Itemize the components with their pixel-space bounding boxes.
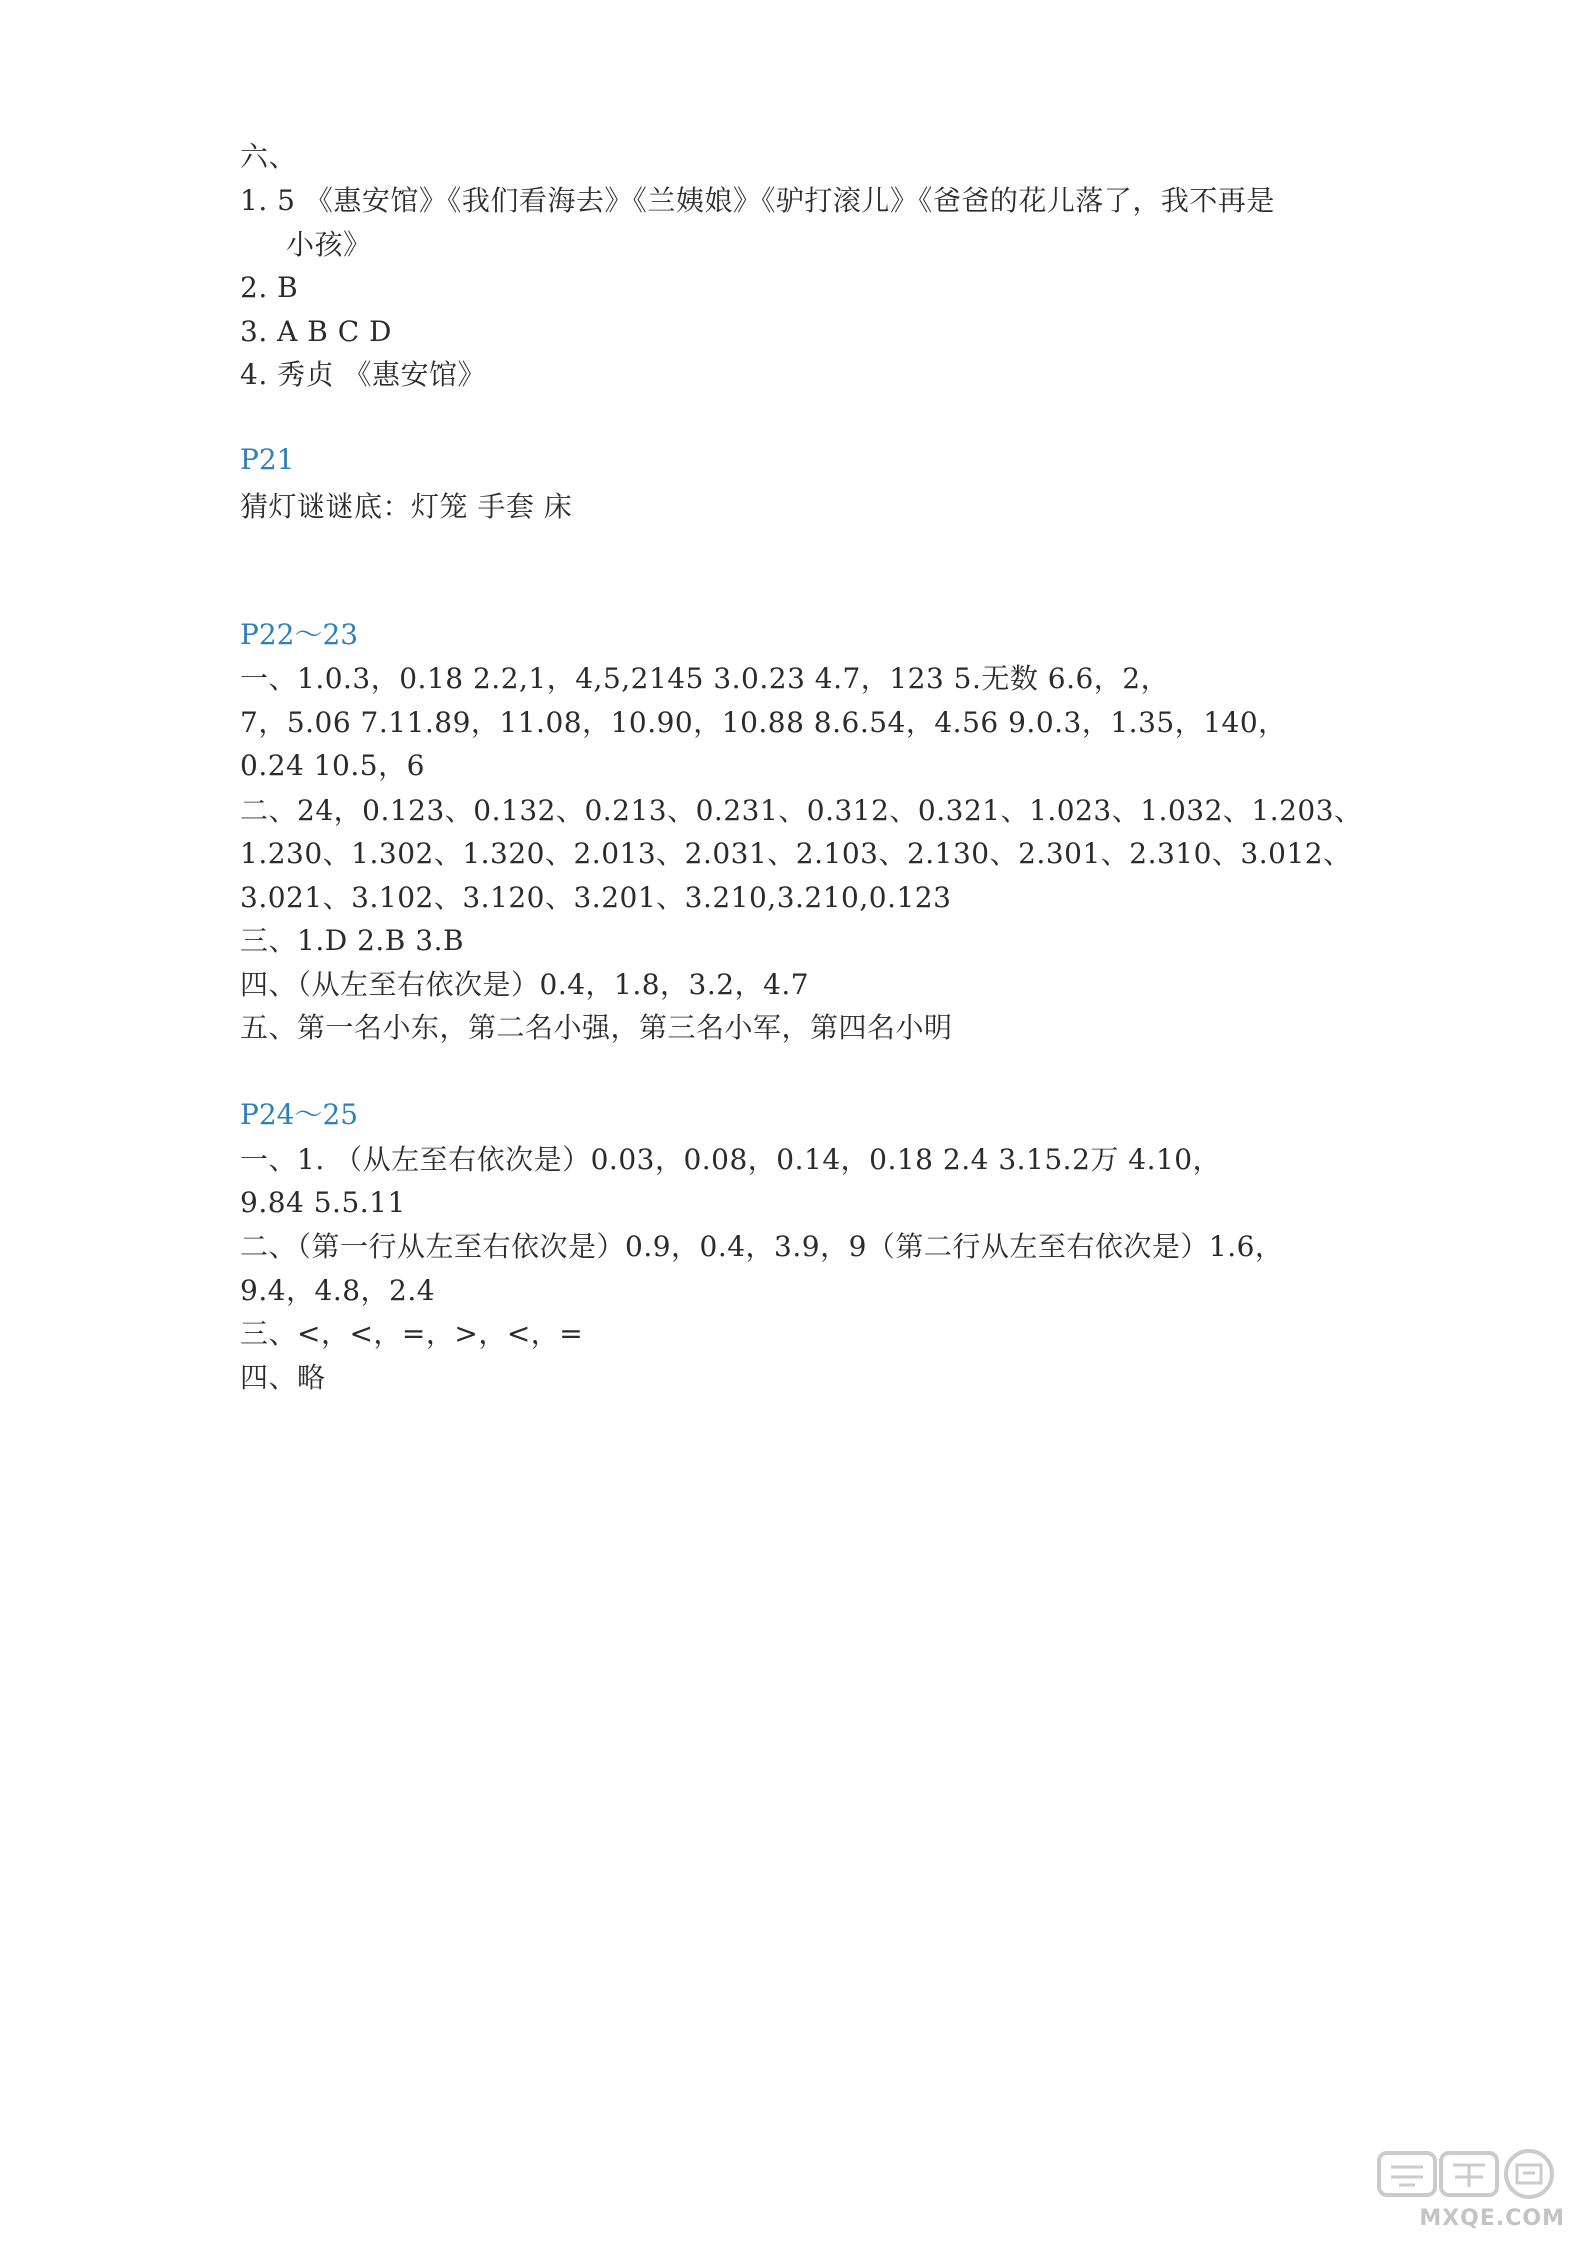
p24-25-line: 一、1. （从左至右依次是）0.03，0.08，0.14，0.18 2.4 3.15.2万 4.10， <box>240 1143 1222 1176</box>
section-six-q4: 4. 秀贞 《惠安馆》 <box>240 358 487 391</box>
watermark-logo-icon <box>1375 2147 1565 2199</box>
p24-25-heading: P24～25 <box>240 1098 359 1131</box>
section-six-q3: 3. A B C D <box>240 315 392 348</box>
section-six-q2: 2. B <box>240 271 299 304</box>
p22-23-line: 四、（从左至右依次是）0.4，1.8，3.2，4.7 <box>240 968 810 1001</box>
p22-23-heading: P22～23 <box>240 618 359 651</box>
p22-23-line: 1.230、1.302、1.320、2.013、2.031、2.103、2.130、2.301、2.310、3.012、 <box>240 837 1352 870</box>
p24-25-line: 二、（第一行从左至右依次是）0.9，0.4，3.9，9（第二行从左至右依次是）1.6， <box>240 1230 1284 1263</box>
site-watermark <box>1375 2147 1565 2231</box>
p22-23-line: 三、1.D 2.B 3.B <box>240 924 465 957</box>
p22-23-line: 五、第一名小东，第二名小强，第三名小军，第四名小明 <box>240 1011 953 1044</box>
section-six-q1-line2: 小孩》 <box>286 228 372 261</box>
section-six-title: 六、 <box>240 140 298 173</box>
p24-25-line: 9.4，4.8，2.4 <box>240 1274 436 1307</box>
p22-23-line: 0.24 10.5，6 <box>240 749 425 782</box>
p22-23-line: 一、1.0.3，0.18 2.2,1，4,5,2145 3.0.23 4.7，123 5.无数 6.6，2， <box>240 662 1170 695</box>
p21-heading: P21 <box>240 443 295 476</box>
p24-25-line: 三、<，<，=，>，<，= <box>240 1317 584 1350</box>
p22-23-line: 3.021、3.102、3.120、3.201、3.210,3.210,0.123 <box>240 881 952 914</box>
p24-25-line: 四、略 <box>240 1361 326 1394</box>
p22-23-line: 7，5.06 7.11.89，11.08，10.90，10.88 8.6.54，4.56 9.0.3，1.35，140， <box>240 706 1287 739</box>
watermark-site: MXQE.COM <box>1419 2206 1565 2231</box>
p21-riddle-answers: 猜灯谜谜底：灯笼 手套 床 <box>240 490 573 523</box>
p24-25-line: 9.84 5.5.11 <box>240 1186 406 1219</box>
section-six-q1-line1: 1. 5 《惠安馆》《我们看海去》《兰姨娘》《驴打滚儿》《爸爸的花儿落了，我不再是 <box>240 184 1275 217</box>
p22-23-line: 二、24，0.123、0.132、0.213、0.231、0.312、0.321、1.023、1.032、1.203、 <box>240 794 1363 827</box>
